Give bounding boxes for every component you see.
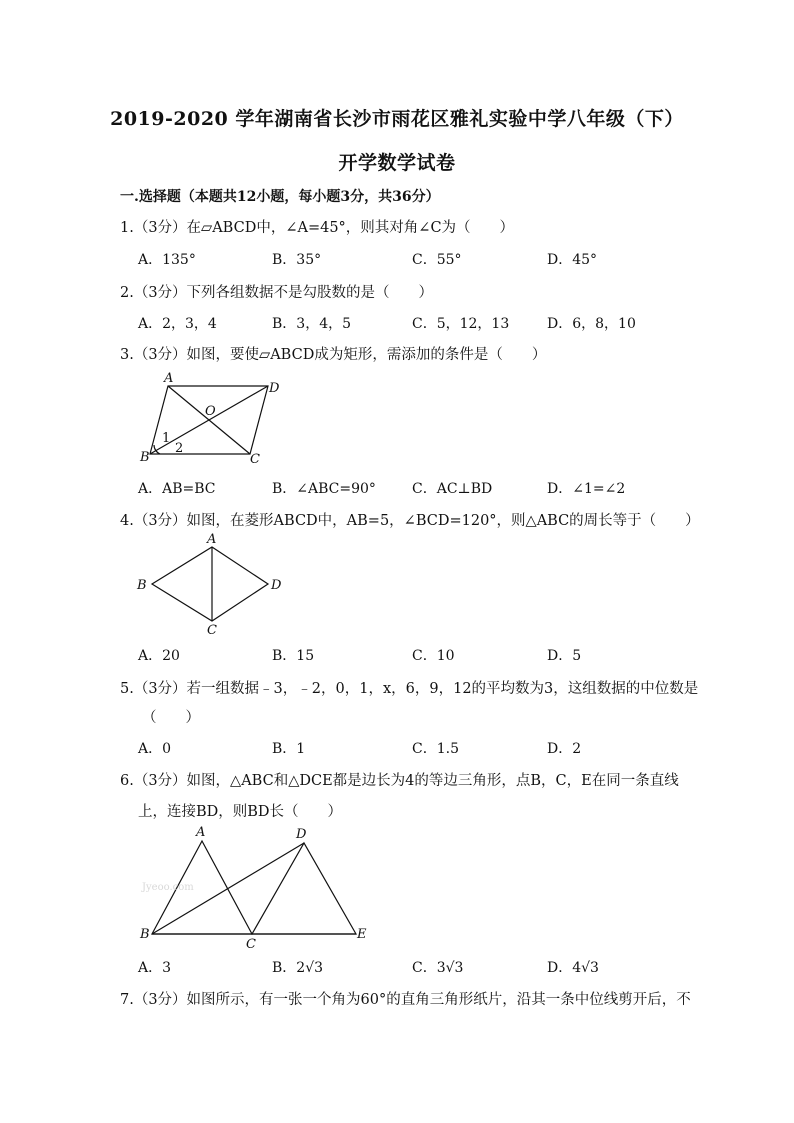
q4-option-a[interactable]: A．20 — [138, 648, 180, 664]
q3-option-a[interactable]: A．AB=BC — [138, 481, 216, 497]
q4-option-b[interactable]: B．15 — [272, 648, 315, 664]
question-2-stem: 2.（3分）下列各组数据不是勾股数的是（ ） — [120, 285, 434, 301]
q5-option-b[interactable]: B．1 — [272, 741, 306, 757]
label-angle-2: 2 — [175, 441, 184, 456]
question-4-stem: 4.（3分）如图，在菱形ABCD中，AB=5，∠BCD=120°，则△ABC的周长等于（ ） — [120, 513, 700, 529]
exam-title-line1: 2019-2020 学年湖南省长沙市雨花区雅礼实验中学八年级（下） — [110, 108, 684, 130]
question-3-stem: 3.（3分）如图，要使▱ABCD成为矩形，需添加的条件是（ ） — [120, 347, 547, 363]
q3-option-b[interactable]: B．∠ABC=90° — [272, 481, 376, 497]
section-header: 一.选择题（本题共12小题，每小题3分，共36分） — [120, 189, 440, 205]
q5-option-c[interactable]: C．1.5 — [412, 741, 459, 757]
label-e: E — [357, 927, 367, 942]
q6-option-a[interactable]: A．3 — [138, 960, 172, 976]
label-b: B — [140, 450, 150, 465]
label-c: C — [246, 937, 256, 952]
q2-option-d[interactable]: D．6，8，10 — [547, 316, 636, 332]
q5-option-d[interactable]: D．2 — [547, 741, 582, 757]
question-5-stem-line1: 5.（3分）若一组数据﹣3，﹣2，0，1，x，6，9，12的平均数为3，这组数据的中位数是 — [120, 681, 699, 697]
label-c: C — [250, 452, 260, 467]
q6-option-b[interactable]: B．2√3 — [272, 960, 324, 976]
q3-option-c[interactable]: C．AC⊥BD — [412, 481, 493, 497]
rhombus-abcd — [152, 547, 268, 621]
label-b: B — [140, 927, 150, 942]
label-a: A — [164, 371, 174, 386]
q5-option-a[interactable]: A．0 — [138, 741, 172, 757]
exam-title-line2: 开学数学试卷 — [338, 152, 456, 174]
question-1-stem: 1.（3分）在▱ABCD中，∠A=45°，则其对角∠C为（ ） — [120, 220, 515, 236]
label-b: B — [137, 578, 147, 593]
question-6-stem-line2: 上，连接BD，则BD长（ ） — [138, 804, 343, 820]
q4-rhombus-figure — [130, 530, 300, 640]
q1-option-a[interactable]: A．135° — [138, 252, 196, 268]
question-6-stem-line1: 6.（3分）如图，△ABC和△DCE都是边长为4的等边三角形，点B，C，E在同一条直线 — [120, 773, 679, 789]
q6-option-d[interactable]: D．4√3 — [547, 960, 599, 976]
label-a: A — [196, 825, 206, 840]
watermark-text: Jyeoo.com — [142, 882, 194, 893]
q4-option-c[interactable]: C．10 — [412, 648, 455, 664]
question-7-stem: 7.（3分）如图所示，有一张一个角为60°的直角三角形纸片，沿其一条中位线剪开后，不 — [120, 992, 691, 1008]
label-angle-1: 1 — [162, 431, 171, 446]
q4-option-d[interactable]: D．5 — [547, 648, 582, 664]
q2-option-b[interactable]: B．3，4，5 — [272, 316, 352, 332]
triangle-dce — [252, 843, 356, 934]
q3-parallelogram-figure — [130, 368, 290, 468]
q2-option-c[interactable]: C．5，12，13 — [412, 316, 510, 332]
label-a: A — [207, 532, 217, 547]
q1-option-d[interactable]: D．45° — [547, 252, 598, 268]
label-d: D — [271, 578, 282, 593]
q3-option-d[interactable]: D．∠1=∠2 — [547, 481, 626, 497]
q6-triangles-figure — [130, 820, 380, 955]
q1-option-c[interactable]: C．55° — [412, 252, 462, 268]
q6-option-c[interactable]: C．3√3 — [412, 960, 464, 976]
question-5-stem-line2: （ ） — [142, 710, 200, 726]
label-o: O — [205, 404, 216, 419]
q2-option-a[interactable]: A．2，3，4 — [138, 316, 217, 332]
q1-option-b[interactable]: B．35° — [272, 252, 322, 268]
label-d: D — [269, 381, 280, 396]
label-c: C — [207, 623, 217, 638]
label-d: D — [296, 827, 307, 842]
